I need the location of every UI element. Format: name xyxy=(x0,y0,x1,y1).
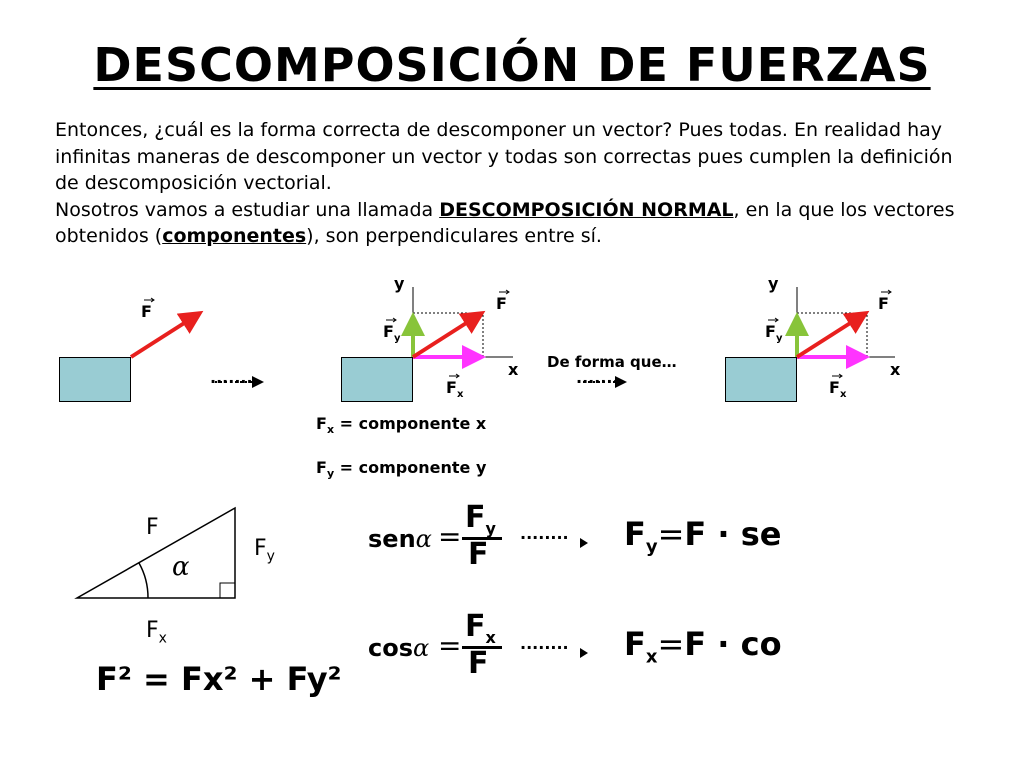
y-axis-label-2: y xyxy=(394,274,405,293)
x-axis-label-3: x xyxy=(890,360,901,379)
pythagorean-formula: F² = Fx² + Fy² xyxy=(96,660,342,698)
dotted-text-1: ........ xyxy=(210,368,259,387)
force-label-1: F xyxy=(141,302,152,321)
force-vector-2 xyxy=(413,313,482,357)
sin-numerator: $F_y$ xyxy=(465,500,496,538)
sin-arrow-head xyxy=(580,538,588,548)
dotted-text-2: ........ xyxy=(576,368,625,387)
fy-label-2: $F_y$ xyxy=(383,322,401,345)
sin-equals: = xyxy=(438,520,462,553)
side-fy-label: $F_y$ xyxy=(254,536,275,565)
sin-dots: ........ xyxy=(520,524,569,543)
force-vector-3 xyxy=(797,313,866,357)
hypotenuse-label: F xyxy=(146,515,159,540)
normal-decomposition-term: DESCOMPOSICIÓN NORMAL xyxy=(439,198,734,221)
cos-denominator: F xyxy=(468,646,489,681)
transition-text: De forma que… xyxy=(547,353,677,371)
fy-result: $F_y=F$ · se xyxy=(624,515,782,558)
fy-definition: $F_y$ = componente y xyxy=(316,458,487,481)
cos-arrow-head xyxy=(580,648,588,658)
angle-arc xyxy=(139,563,148,598)
force-label-3: F xyxy=(878,294,889,313)
paragraph-2a: Nosotros vamos a estudiar una llamada xyxy=(55,198,440,221)
x-axis-label-2: x xyxy=(508,360,519,379)
fy-label-3: $F_y$ xyxy=(765,322,783,345)
page-title: DESCOMPOSICIÓN DE FUERZAS xyxy=(93,38,931,92)
cos-equals: = xyxy=(438,629,462,662)
block-3 xyxy=(725,357,797,402)
paragraph-2c: , en la que los vectores obtenidos ( xyxy=(55,198,955,247)
paragraph-2e: ), son perpendiculares entre sí. xyxy=(306,225,602,247)
force-label-2: F xyxy=(496,294,507,313)
cos-dots: ........ xyxy=(520,634,569,653)
fx-label-3: $F_x$ xyxy=(829,378,847,401)
sin-function: senα xyxy=(368,525,432,553)
fx-label-2: $F_x$ xyxy=(446,378,464,401)
block-2 xyxy=(341,357,413,402)
alpha-label: α xyxy=(172,552,190,582)
right-angle-mark xyxy=(220,583,235,598)
cos-numerator: $F_x$ xyxy=(465,609,496,647)
components-term: componentes xyxy=(162,225,307,247)
sin-denominator: F xyxy=(468,537,489,572)
base-fx-label: $F_x$ xyxy=(146,618,167,647)
fx-definition: $F_x$ = componente x xyxy=(316,414,487,437)
paragraph-1: Entonces, ¿cuál es la forma correcta de descomponer un vector? Pues todas. En realidad hay infinitas maneras de descomponer un vector y todas son correctas pues cumplen la definición de descomposición vectorial. xyxy=(55,119,953,194)
y-axis-label-3: y xyxy=(768,274,779,293)
fx-result: $F_x=F$ · co xyxy=(624,625,782,668)
cos-function: cosα xyxy=(368,634,430,662)
